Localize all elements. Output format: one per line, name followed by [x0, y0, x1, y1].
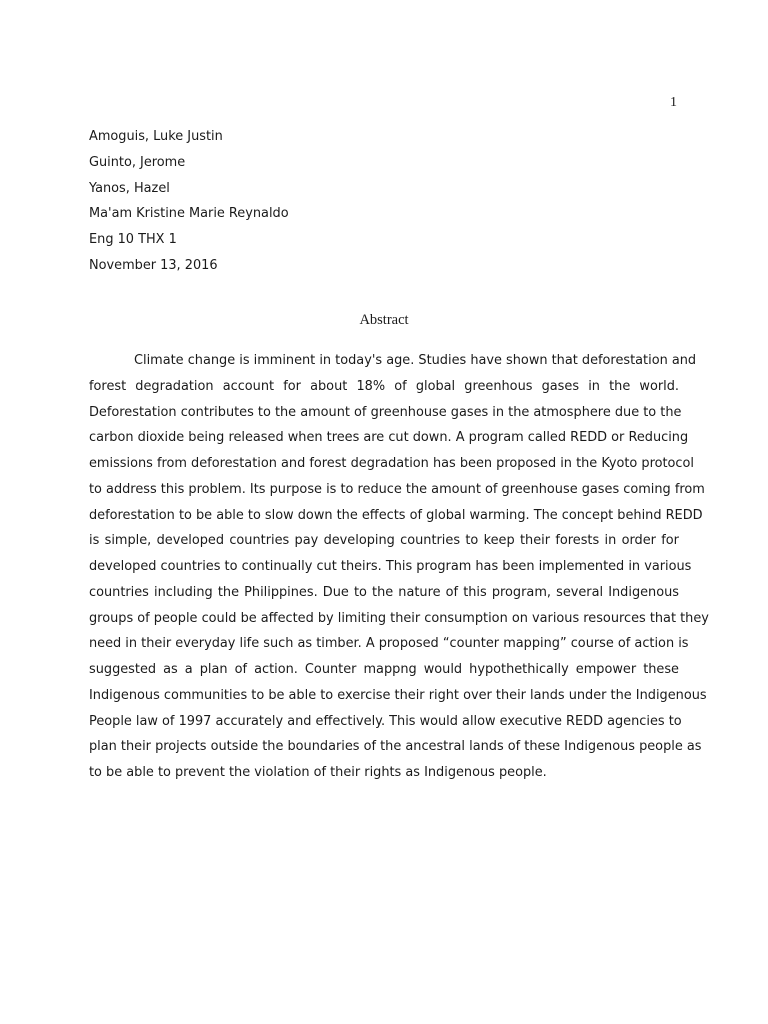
page-number: 1 [670, 95, 677, 110]
abstract-line: developed countries to continually cut theirs. This program has been implemented in various [89, 559, 692, 574]
author-line-1: Amoguis, Luke Justin [89, 129, 223, 144]
abstract-line: Deforestation contributes to the amount of greenhouse gases in the atmosphere due to the [89, 404, 682, 420]
abstract-line: People law of 1997 accurately and effectively. This would allow executive REDD agencies to [89, 713, 682, 729]
abstract-line: countries including the Philippines. Due to the nature of this program, several Indigenous [89, 584, 679, 600]
course-line: Eng 10 THX 1 [89, 232, 177, 248]
abstract-line: Climate change is imminent in today's age. Studies have shown that deforestation and [134, 353, 697, 368]
abstract-line: carbon dioxide being released when trees are cut down. A program called REDD or Reducing [89, 430, 689, 446]
abstract-line: to be able to prevent the violation of their rights as Indigenous people. [89, 765, 547, 780]
abstract-line: is simple, developed countries pay developing countries to keep their forests in order for [89, 533, 679, 549]
abstract-line: Indigenous communities to be able to exercise their right over their lands under the Indigenous [89, 687, 707, 703]
date-line: November 13, 2016 [89, 257, 218, 273]
author-line-2: Guinto, Jerome [89, 154, 186, 170]
abstract-line: to address this problem. Its purpose is to reduce the amount of greenhouse gases coming from [89, 481, 705, 497]
abstract-line: need in their everyday life such as timber. A proposed “counter mapping” course of action is [89, 636, 689, 652]
abstract-line: forest degradation account for about 18% of global greenhous gases in the world. [89, 378, 679, 394]
abstract-line: suggested as a plan of action. Counter mappng would hypothethically empower these [89, 662, 679, 677]
author-info-block [89, 127, 679, 282]
abstract-paragraph [89, 351, 709, 789]
abstract-line: plan their projects outside the boundaries of the ancestral lands of these Indigenous people as [89, 739, 702, 755]
abstract-heading: Abstract [359, 312, 409, 328]
instructor-line: Ma'am Kristine Marie Reynaldo [89, 206, 289, 222]
abstract-line: deforestation to be able to slow down the effects of global warming. The concept behind REDD [89, 507, 703, 523]
abstract-line: groups of people could be affected by limiting their consumption on various resources that they [89, 610, 709, 626]
abstract-line: emissions from deforestation and forest degradation has been proposed in the Kyoto protocol [89, 456, 694, 471]
author-line-3: Yanos, Hazel [89, 180, 170, 196]
